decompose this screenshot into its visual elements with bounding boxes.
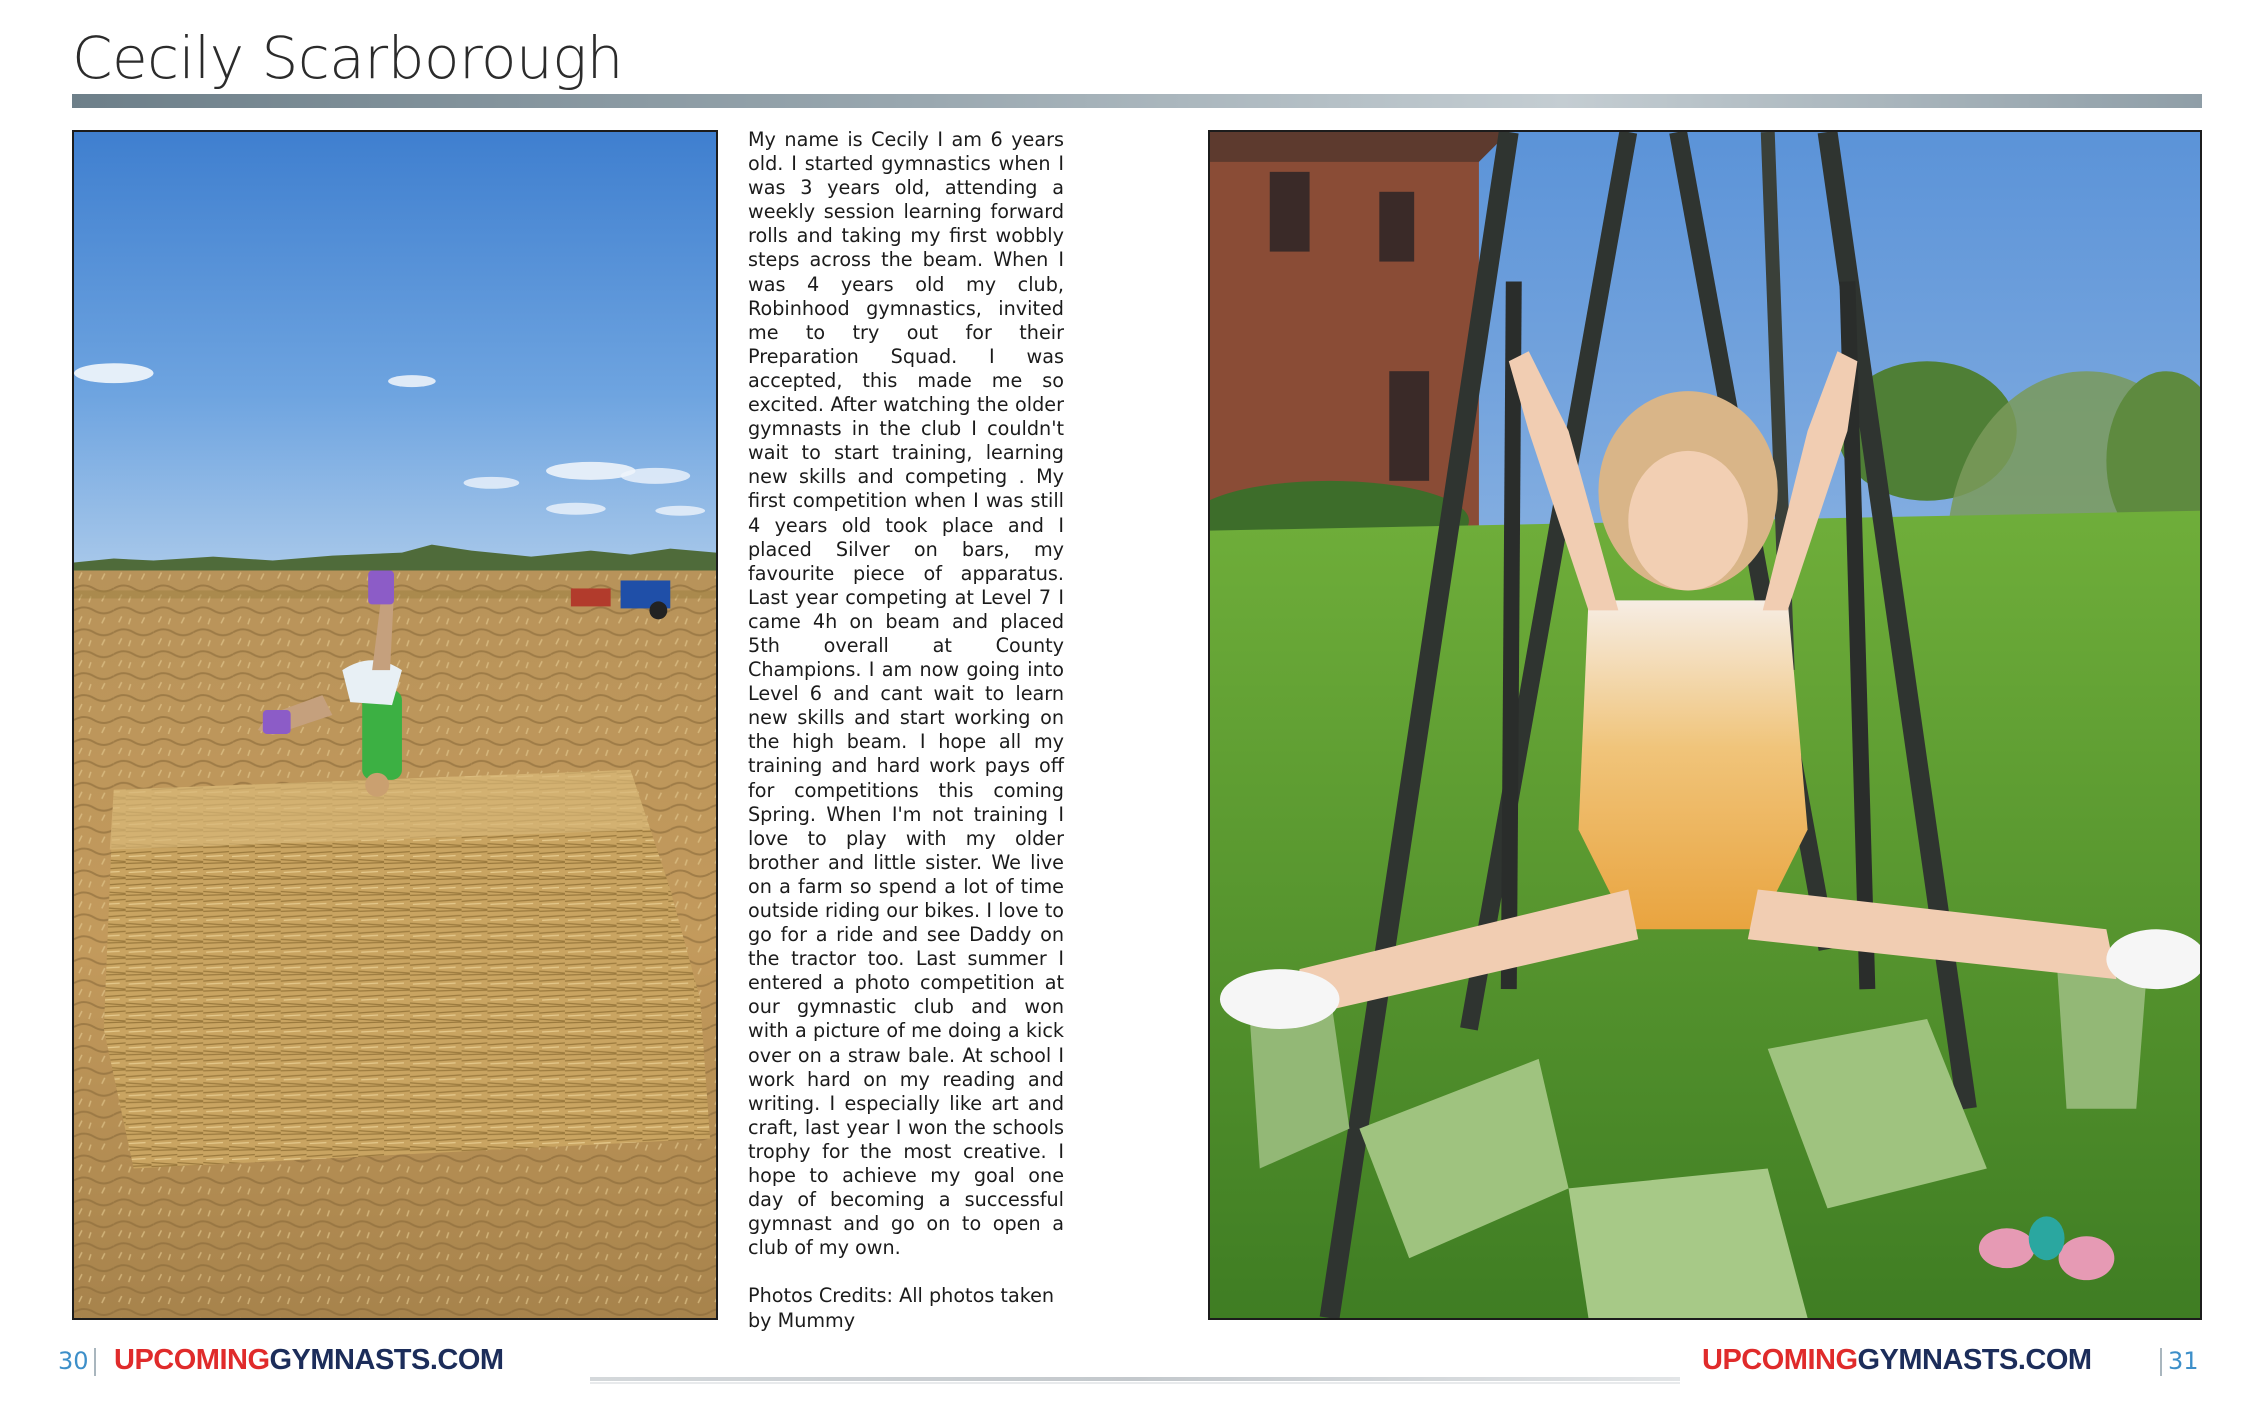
page-number-divider-left <box>94 1348 96 1376</box>
footer-rule <box>590 1377 1680 1381</box>
page-title: Cecily Scarborough <box>72 24 623 92</box>
title-underline <box>72 94 2202 108</box>
photo-swing-splits <box>1208 130 2202 1320</box>
footer-rule-shadow <box>590 1382 1680 1384</box>
photo-straw-bale-handstand <box>72 130 718 1320</box>
article-text <box>748 128 1064 1333</box>
article-body: My name is Cecily I am 6 years old. I started gymnastics when I was 3 years old, attending a weekly session learning forward rolls and taking my first wobbly steps across the beam. When I was 4 years old my club, Robinhood gymnastics, invited me to try out for their Preparation Squad. I was accepted, this made me so excited. After watching the older gymnasts in the club I couldn't wait to start training, learning new skills and competing . My first competition when I was still 4 years old took place and I placed Silver on bars, my favourite piece of apparatus. Last year competing at Level 7 I came 4h on beam and placed 5th overall at County Champions. I am now going into Level 6 and cant wait to learn new skills and start working on the high beam. I hope all my training and hard work pays off for competitions this coming Spring. When I'm not training I love to play with my older brother and little sister. We live on a farm so spend a lot of time outside riding our bikes. I love to go for a ride and see Daddy on the tractor too. Last summer I entered a photo competition at our gymnastic club and won with a picture of me doing a kick over on a straw bale. At school I work hard on my reading and writing. I especially like art and craft, last year I won the schools trophy for the most creative. I hope to achieve my goal one day of becoming a successful gymnast and go on to open a club of my own. <box>748 128 1064 1260</box>
brand-logo-right-navy: GYMNASTS.COM <box>1857 1344 2092 1376</box>
page-number-left: 30 <box>58 1347 89 1375</box>
page-number-divider-right <box>2160 1348 2162 1376</box>
brand-logo-right <box>1702 1344 2092 1377</box>
brand-logo-left-red: UPCOMING <box>114 1344 270 1376</box>
page-number-right: 31 <box>2168 1347 2199 1375</box>
brand-logo-left-navy: GYMNASTS.COM <box>269 1344 504 1376</box>
photo-credits: Photos Credits: All photos taken by Mummy <box>748 1284 1055 1332</box>
brand-logo-right-red: UPCOMING <box>1702 1344 1858 1376</box>
brand-logo-left <box>114 1344 504 1377</box>
